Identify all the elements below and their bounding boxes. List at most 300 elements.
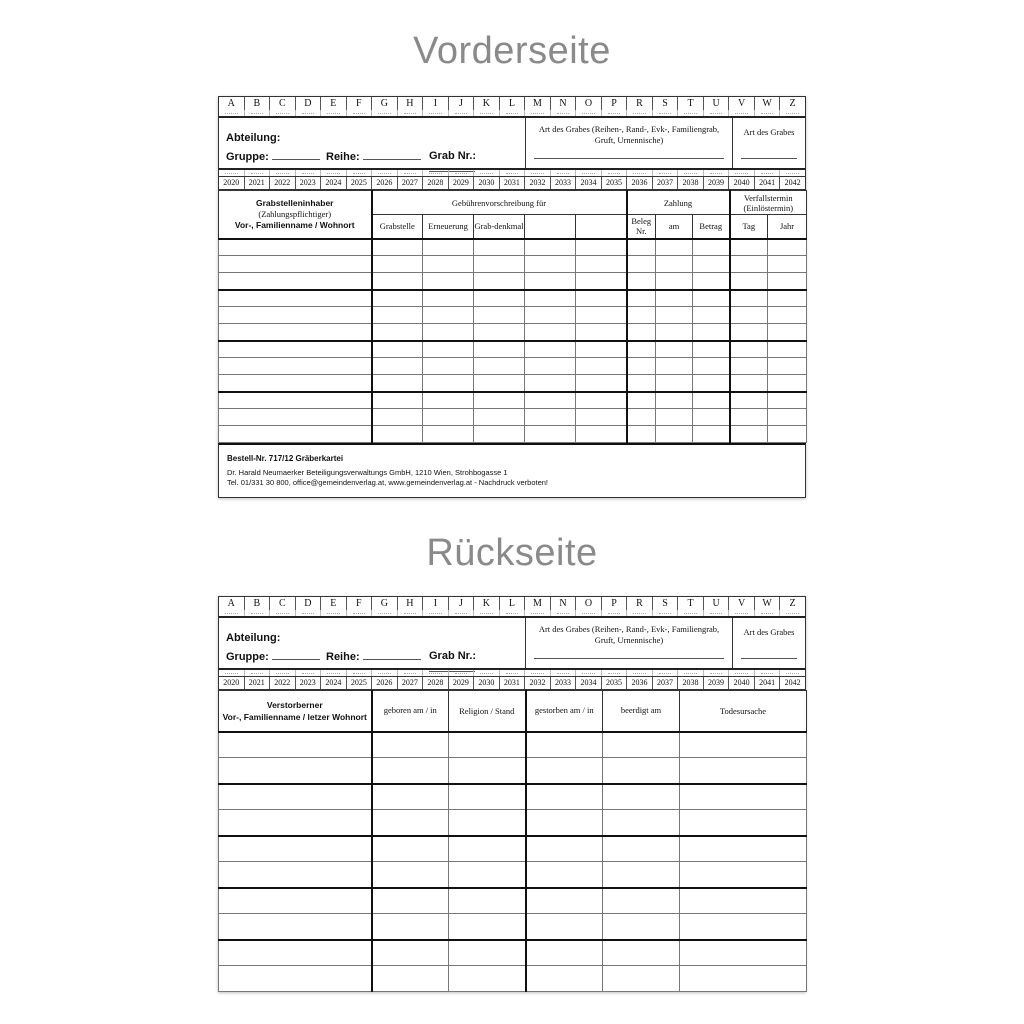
col-erneuerung: Erneuerung	[423, 215, 474, 239]
entry-cell[interactable]	[372, 914, 449, 940]
entry-cell[interactable]	[693, 358, 730, 375]
dot-cell	[780, 170, 805, 176]
entry-cell[interactable]	[219, 290, 372, 307]
entry-cell[interactable]	[219, 256, 372, 273]
grave-type-long-field[interactable]	[534, 158, 724, 159]
entry-cell[interactable]	[603, 810, 680, 836]
entry-cell[interactable]	[680, 810, 807, 836]
entry-cell[interactable]	[656, 358, 693, 375]
entry-cell[interactable]	[730, 358, 768, 375]
gruppe-field[interactable]	[272, 650, 320, 660]
entry-cell[interactable]	[576, 392, 627, 409]
payment-header: Zahlung	[627, 191, 730, 215]
col-buried: beerdigt am	[603, 691, 680, 732]
entry-cell[interactable]	[730, 290, 768, 307]
entry-cell[interactable]	[525, 290, 576, 307]
entry-cell[interactable]	[730, 324, 768, 341]
entry-cell[interactable]	[372, 888, 449, 914]
entry-cell[interactable]	[526, 888, 603, 914]
entry-cell[interactable]	[526, 810, 603, 836]
gruppe-text: Gruppe:	[226, 151, 269, 163]
dot-cell	[398, 610, 424, 616]
entry-cell[interactable]	[768, 239, 807, 256]
dot-cell	[270, 670, 296, 676]
col-blank-1	[525, 215, 576, 239]
entry-cell[interactable]	[372, 307, 423, 324]
dot-cell	[780, 110, 805, 116]
entry-cell[interactable]	[627, 341, 656, 358]
entry-cell[interactable]	[768, 341, 807, 358]
deceased-entry-row	[219, 836, 807, 862]
entry-cell[interactable]	[525, 392, 576, 409]
entry-cell[interactable]	[449, 758, 526, 784]
entry-cell[interactable]	[693, 375, 730, 392]
letter-tab: K	[474, 597, 500, 610]
entry-cell[interactable]	[576, 239, 627, 256]
entry-cell[interactable]	[219, 324, 372, 341]
entry-cell[interactable]	[372, 375, 423, 392]
entry-cell[interactable]	[423, 341, 474, 358]
year-tab: 2035	[602, 677, 628, 689]
entry-cell[interactable]	[768, 256, 807, 273]
grave-type-short-field[interactable]	[741, 658, 797, 659]
entry-cell[interactable]	[525, 273, 576, 290]
entry-cell[interactable]	[693, 256, 730, 273]
entry-cell[interactable]	[474, 324, 525, 341]
entry-cell[interactable]	[423, 256, 474, 273]
entry-cell[interactable]	[768, 392, 807, 409]
col-grabstelle: Grabstelle	[372, 215, 423, 239]
entry-cell[interactable]	[372, 409, 423, 426]
entry-cell[interactable]	[656, 290, 693, 307]
entry-cell[interactable]	[768, 409, 807, 426]
dot-cell	[474, 670, 500, 676]
entry-cell[interactable]	[693, 392, 730, 409]
year-tab: 2037	[653, 677, 679, 689]
letter-tab: T	[678, 597, 704, 610]
entry-cell[interactable]	[730, 409, 768, 426]
gruppe-field[interactable]	[272, 150, 320, 160]
entry-cell[interactable]	[474, 307, 525, 324]
entry-cell[interactable]	[768, 290, 807, 307]
entry-cell[interactable]	[603, 758, 680, 784]
entry-cell[interactable]	[603, 862, 680, 888]
entry-cell[interactable]	[693, 273, 730, 290]
fee-entry-row	[219, 307, 807, 324]
entry-cell[interactable]	[372, 940, 449, 966]
entry-cell[interactable]	[680, 940, 807, 966]
entry-cell[interactable]	[656, 375, 693, 392]
dot-cell	[729, 610, 755, 616]
year-tab: 2030	[474, 677, 500, 689]
entry-cell[interactable]	[525, 409, 576, 426]
letter-tab: J	[449, 97, 475, 110]
year-tab: 2038	[678, 677, 704, 689]
entry-cell[interactable]	[627, 239, 656, 256]
entry-cell[interactable]	[576, 341, 627, 358]
entry-cell[interactable]	[603, 888, 680, 914]
entry-cell[interactable]	[627, 358, 656, 375]
entry-cell[interactable]	[219, 862, 372, 888]
dot-cell	[245, 610, 271, 616]
letter-tab: R	[627, 597, 653, 610]
year-tab: 2027	[398, 177, 424, 189]
entry-cell[interactable]	[219, 966, 372, 992]
entry-cell[interactable]	[576, 307, 627, 324]
year-dot-strip	[218, 170, 806, 176]
entry-cell[interactable]	[219, 375, 372, 392]
entry-cell[interactable]	[372, 341, 423, 358]
entry-cell[interactable]	[219, 888, 372, 914]
dot-cell	[653, 610, 679, 616]
year-tab: 2030	[474, 177, 500, 189]
abteilung-label: Abteilung:	[226, 132, 281, 144]
reihe-text: Reihe:	[326, 151, 360, 163]
entry-cell[interactable]	[656, 324, 693, 341]
entry-cell[interactable]	[219, 784, 372, 810]
dot-cell	[576, 170, 602, 176]
entry-cell[interactable]	[603, 732, 680, 758]
entry-cell[interactable]	[603, 836, 680, 862]
entry-cell[interactable]	[372, 273, 423, 290]
entry-cell[interactable]	[576, 426, 627, 443]
entry-cell[interactable]	[474, 341, 525, 358]
entry-cell[interactable]	[474, 358, 525, 375]
dot-cell	[321, 610, 347, 616]
entry-cell[interactable]	[525, 375, 576, 392]
entry-cell[interactable]	[474, 392, 525, 409]
letter-tab: M	[525, 597, 551, 610]
dot-cell	[423, 610, 449, 616]
dot-cell	[423, 670, 449, 676]
entry-cell[interactable]	[449, 810, 526, 836]
entry-cell[interactable]	[730, 392, 768, 409]
entry-cell[interactable]	[372, 758, 449, 784]
year-tab: 2021	[245, 177, 271, 189]
entry-cell[interactable]	[449, 862, 526, 888]
entry-cell[interactable]	[525, 307, 576, 324]
entry-cell[interactable]	[526, 732, 603, 758]
entry-cell[interactable]	[627, 375, 656, 392]
entry-cell[interactable]	[219, 341, 372, 358]
gruppe-label	[226, 150, 320, 163]
grab-nr-text: Grab Nr.:	[429, 150, 477, 162]
dot-cell	[321, 110, 347, 116]
entry-cell[interactable]	[372, 324, 423, 341]
holder-title: Grabstelleninhaber	[256, 197, 334, 208]
dot-cell	[372, 110, 398, 116]
dot-cell	[525, 670, 551, 676]
deceased-entry-row	[219, 940, 807, 966]
fee-entry-row	[219, 358, 807, 375]
letter-dot-strip	[218, 110, 806, 116]
entry-cell[interactable]	[449, 836, 526, 862]
entry-cell[interactable]	[680, 862, 807, 888]
entry-cell[interactable]	[372, 426, 423, 443]
dot-cell	[245, 170, 271, 176]
entry-cell[interactable]	[423, 392, 474, 409]
letter-dot-strip	[218, 610, 806, 616]
year-tab: 2026	[372, 677, 398, 689]
letter-index-strip	[218, 596, 806, 610]
entry-cell[interactable]	[627, 392, 656, 409]
entry-cell[interactable]	[423, 426, 474, 443]
entry-cell[interactable]	[423, 273, 474, 290]
entry-cell[interactable]	[372, 836, 449, 862]
entry-cell[interactable]	[656, 392, 693, 409]
entry-cell[interactable]	[219, 836, 372, 862]
reihe-label	[326, 650, 421, 663]
dot-cell	[296, 610, 322, 616]
entry-cell[interactable]	[372, 862, 449, 888]
entry-cell[interactable]	[219, 409, 372, 426]
entry-cell[interactable]	[680, 758, 807, 784]
dot-cell	[653, 670, 679, 676]
entry-cell[interactable]	[576, 358, 627, 375]
entry-cell[interactable]	[627, 307, 656, 324]
entry-cell[interactable]	[693, 324, 730, 341]
holder-fields: Vor-, Familienname / Wohnort	[234, 219, 355, 230]
dot-cell	[704, 610, 730, 616]
col-grabdenkmal: Grab-denkmal	[474, 215, 525, 239]
entry-cell[interactable]	[526, 914, 603, 940]
entry-cell[interactable]	[372, 290, 423, 307]
entry-cell[interactable]	[219, 758, 372, 784]
entry-cell[interactable]	[627, 290, 656, 307]
entry-cell[interactable]	[730, 239, 768, 256]
entry-cell[interactable]	[627, 256, 656, 273]
entry-cell[interactable]	[627, 324, 656, 341]
dot-cell	[347, 670, 373, 676]
entry-cell[interactable]	[693, 409, 730, 426]
entry-cell[interactable]	[576, 375, 627, 392]
entry-cell[interactable]	[526, 836, 603, 862]
entry-cell[interactable]	[474, 426, 525, 443]
entry-cell[interactable]	[525, 341, 576, 358]
back-side-title: Rückseite	[426, 532, 598, 574]
reihe-field[interactable]	[363, 650, 421, 660]
entry-cell[interactable]	[730, 256, 768, 273]
entry-cell[interactable]	[423, 290, 474, 307]
entry-cell[interactable]	[219, 940, 372, 966]
entry-cell[interactable]	[576, 290, 627, 307]
entry-cell[interactable]	[423, 307, 474, 324]
entry-cell[interactable]	[525, 324, 576, 341]
entry-cell[interactable]	[525, 358, 576, 375]
entry-cell[interactable]	[449, 914, 526, 940]
year-tab: 2025	[347, 677, 373, 689]
entry-cell[interactable]	[423, 375, 474, 392]
entry-cell[interactable]	[449, 732, 526, 758]
entry-cell[interactable]	[423, 239, 474, 256]
entry-cell[interactable]	[693, 426, 730, 443]
entry-cell[interactable]	[372, 256, 423, 273]
entry-cell[interactable]	[730, 426, 768, 443]
entry-cell[interactable]	[219, 426, 372, 443]
reihe-field[interactable]	[363, 150, 421, 160]
holder-sub: (Zahlungspflichtiger)	[258, 208, 332, 219]
entry-cell[interactable]	[680, 914, 807, 940]
year-tab: 2026	[372, 177, 398, 189]
entry-cell[interactable]	[603, 784, 680, 810]
entry-cell[interactable]	[526, 758, 603, 784]
grave-type-long-label: Art des Grabes (Reihen-, Rand-, Evk-, Familiengrab, Gruft, Urnennische)	[538, 124, 720, 145]
entry-cell[interactable]	[372, 358, 423, 375]
entry-cell[interactable]	[526, 966, 603, 992]
entry-cell[interactable]	[372, 732, 449, 758]
col-am: am	[656, 215, 693, 239]
entry-cell[interactable]	[680, 966, 807, 992]
dot-cell	[780, 610, 805, 616]
year-tab: 2022	[270, 177, 296, 189]
entry-cell[interactable]	[525, 426, 576, 443]
entry-cell[interactable]	[768, 375, 807, 392]
letter-tab: E	[321, 97, 347, 110]
entry-cell[interactable]	[474, 409, 525, 426]
entry-cell[interactable]	[219, 392, 372, 409]
entry-cell[interactable]	[627, 426, 656, 443]
entry-cell[interactable]	[219, 810, 372, 836]
year-tab: 2028	[423, 177, 449, 189]
entry-cell[interactable]	[526, 784, 603, 810]
grave-type-short-field[interactable]	[741, 158, 797, 159]
letter-tab: M	[525, 97, 551, 110]
entry-cell[interactable]	[449, 940, 526, 966]
entry-cell[interactable]	[603, 914, 680, 940]
entry-cell[interactable]	[656, 409, 693, 426]
year-tab: 2024	[321, 177, 347, 189]
entry-cell[interactable]	[656, 426, 693, 443]
entry-cell[interactable]	[768, 426, 807, 443]
deceased-entry-row	[219, 758, 807, 784]
entry-cell[interactable]	[423, 358, 474, 375]
entry-cell[interactable]	[656, 341, 693, 358]
grave-type-long-field[interactable]	[534, 658, 724, 659]
dot-cell	[347, 110, 373, 116]
entry-cell[interactable]	[219, 307, 372, 324]
entry-cell[interactable]	[372, 966, 449, 992]
dot-cell	[576, 110, 602, 116]
letter-tab: F	[347, 597, 373, 610]
entry-cell[interactable]	[627, 273, 656, 290]
entry-cell[interactable]	[474, 290, 525, 307]
grave-type-long-label: Art des Grabes (Reihen-, Rand-, Evk-, Familiengrab, Gruft, Urnennische)	[538, 624, 720, 645]
entry-cell[interactable]	[656, 307, 693, 324]
grave-type-short	[733, 618, 805, 668]
entry-cell[interactable]	[423, 409, 474, 426]
letter-tab: C	[270, 597, 296, 610]
entry-cell[interactable]	[474, 256, 525, 273]
entry-cell[interactable]	[768, 358, 807, 375]
entry-cell[interactable]	[693, 341, 730, 358]
entry-cell[interactable]	[576, 324, 627, 341]
entry-cell[interactable]	[474, 273, 525, 290]
entry-cell[interactable]	[627, 409, 656, 426]
fee-entry-row	[219, 239, 807, 256]
letter-tab: U	[704, 97, 730, 110]
entry-cell[interactable]	[576, 409, 627, 426]
col-cause: Todesursache	[680, 691, 807, 732]
entry-cell[interactable]	[526, 940, 603, 966]
entry-cell[interactable]	[525, 239, 576, 256]
dot-cell	[423, 170, 449, 176]
entry-cell[interactable]	[526, 862, 603, 888]
entry-cell[interactable]	[680, 836, 807, 862]
year-index-strip	[218, 176, 806, 190]
entry-cell[interactable]	[576, 273, 627, 290]
abteilung-label: Abteilung:	[226, 632, 281, 644]
entry-cell[interactable]	[449, 784, 526, 810]
year-tab: 2040	[729, 177, 755, 189]
entry-cell[interactable]	[656, 273, 693, 290]
entry-cell[interactable]	[730, 307, 768, 324]
entry-cell[interactable]	[219, 914, 372, 940]
entry-cell[interactable]	[219, 273, 372, 290]
reihe-label	[326, 150, 421, 163]
year-tab: 2029	[449, 677, 475, 689]
dot-cell	[500, 110, 526, 116]
entry-cell[interactable]	[656, 239, 693, 256]
entry-cell[interactable]	[656, 256, 693, 273]
entry-cell[interactable]	[680, 888, 807, 914]
dot-cell	[602, 110, 628, 116]
entry-cell[interactable]	[423, 324, 474, 341]
entry-cell[interactable]	[693, 239, 730, 256]
entry-cell[interactable]	[219, 732, 372, 758]
letter-tab: I	[423, 97, 449, 110]
entry-cell[interactable]	[693, 290, 730, 307]
entry-cell[interactable]	[603, 966, 680, 992]
entry-cell[interactable]	[693, 307, 730, 324]
entry-cell[interactable]	[680, 732, 807, 758]
entry-cell[interactable]	[474, 375, 525, 392]
entry-cell[interactable]	[680, 784, 807, 810]
entry-cell[interactable]	[372, 392, 423, 409]
entry-cell[interactable]	[525, 256, 576, 273]
year-tab: 2038	[678, 177, 704, 189]
entry-cell[interactable]	[603, 940, 680, 966]
letter-tab: G	[372, 597, 398, 610]
grave-info-section	[218, 616, 806, 670]
entry-cell[interactable]	[219, 358, 372, 375]
entry-cell[interactable]	[768, 273, 807, 290]
entry-cell[interactable]	[730, 375, 768, 392]
entry-cell[interactable]	[730, 341, 768, 358]
year-tab: 2023	[296, 677, 322, 689]
entry-cell[interactable]	[730, 273, 768, 290]
reihe-text: Reihe:	[326, 651, 360, 663]
entry-cell[interactable]	[768, 324, 807, 341]
entry-cell[interactable]	[219, 239, 372, 256]
entry-cell[interactable]	[449, 888, 526, 914]
dot-cell	[755, 110, 781, 116]
entry-cell[interactable]	[372, 784, 449, 810]
fee-entry-row	[219, 273, 807, 290]
grab-nr-text: Grab Nr.:	[429, 650, 477, 662]
letter-tab: H	[398, 597, 424, 610]
fee-entry-row	[219, 290, 807, 307]
entry-cell[interactable]	[449, 966, 526, 992]
year-tab: 2020	[219, 677, 245, 689]
dot-cell	[551, 670, 577, 676]
letter-tab: N	[551, 597, 577, 610]
entry-cell[interactable]	[768, 307, 807, 324]
entry-cell[interactable]	[474, 239, 525, 256]
entry-cell[interactable]	[372, 810, 449, 836]
col-blank-2	[576, 215, 627, 239]
entry-cell[interactable]	[576, 256, 627, 273]
entry-cell[interactable]	[372, 239, 423, 256]
